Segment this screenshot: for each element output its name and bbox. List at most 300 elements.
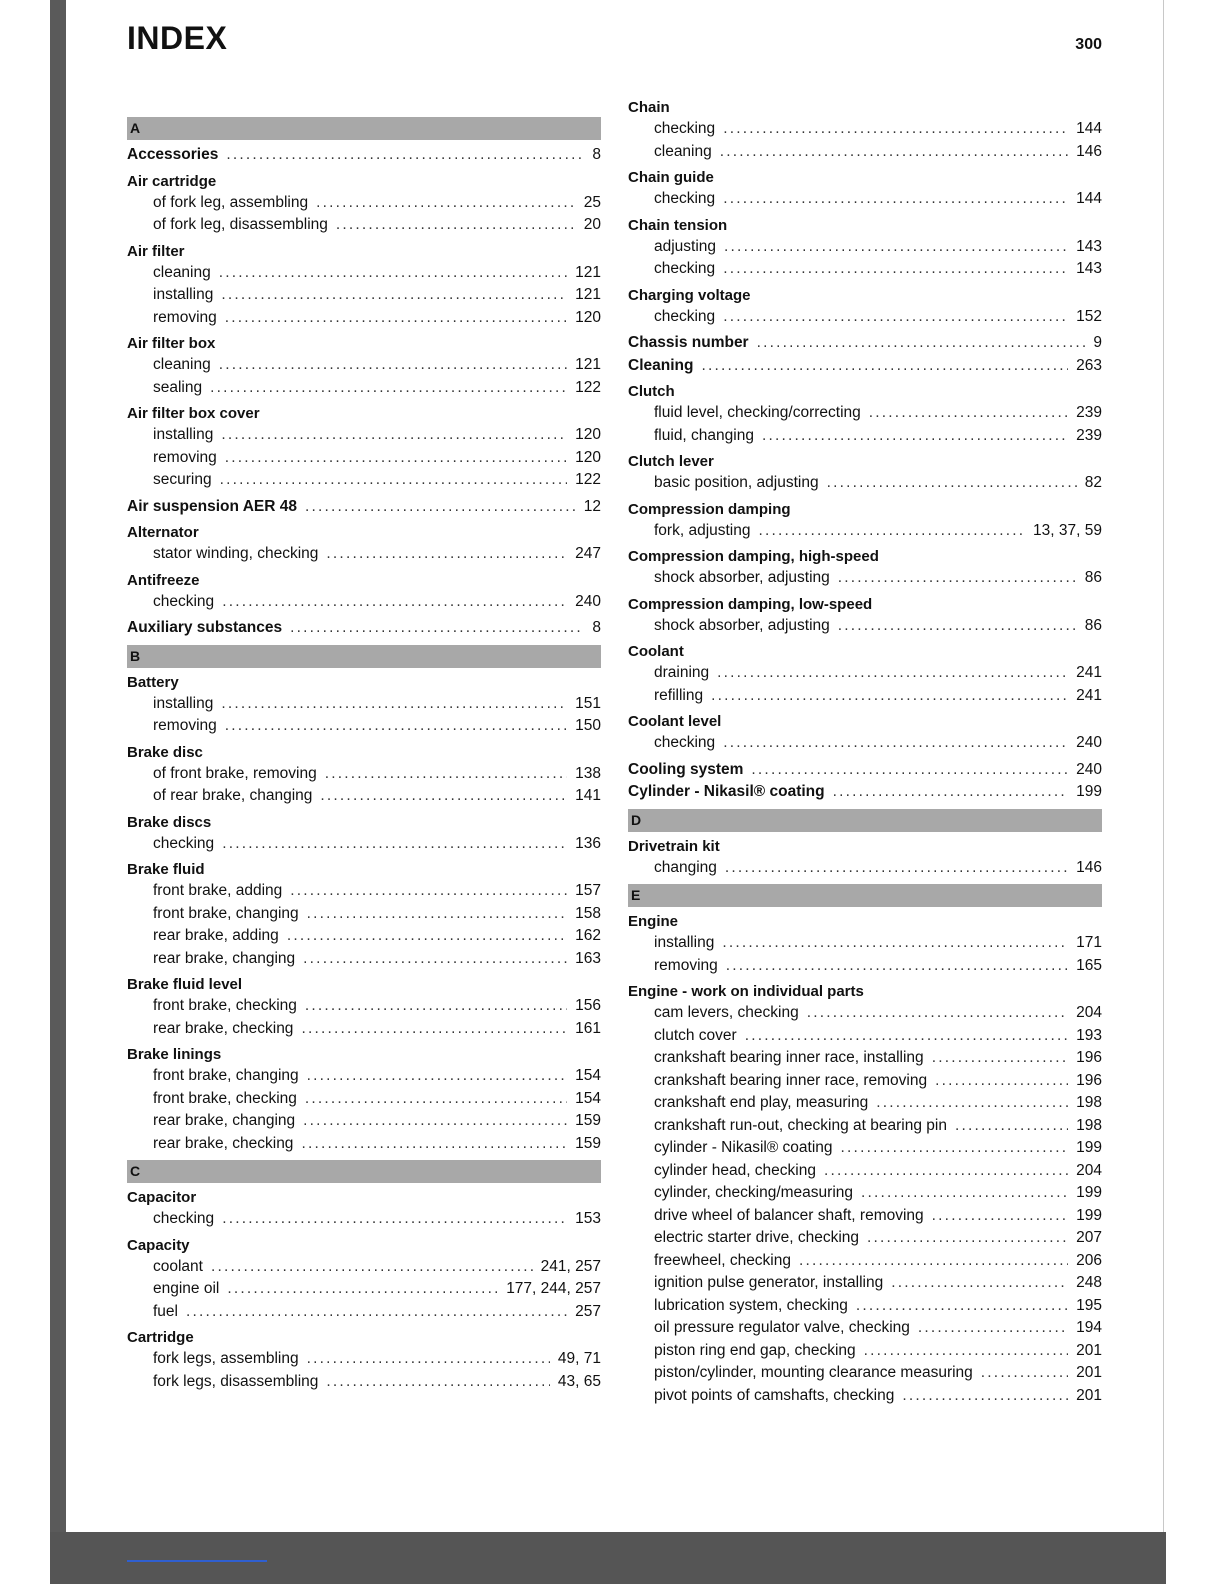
sub-entry-row[interactable] bbox=[628, 1205, 1102, 1228]
index-entry bbox=[628, 759, 1102, 782]
leader-dots bbox=[221, 284, 567, 306]
sub-entry-row[interactable] bbox=[127, 1088, 601, 1111]
entry-heading: Compression damping, high-speed bbox=[628, 548, 879, 565]
leader-dots bbox=[227, 1278, 498, 1300]
page-reference[interactable]: 138 bbox=[575, 764, 601, 782]
sub-entry-row[interactable] bbox=[127, 948, 601, 971]
sub-entry-row[interactable] bbox=[127, 284, 601, 307]
page-reference[interactable]: 198 bbox=[1076, 1116, 1102, 1134]
leader-dots bbox=[290, 880, 567, 902]
page-reference[interactable]: 201 bbox=[1076, 1341, 1102, 1359]
page-reference[interactable]: 8 bbox=[592, 619, 601, 636]
index-entry bbox=[628, 594, 1102, 638]
sub-entry-text: fork, adjusting bbox=[654, 521, 751, 539]
page-reference[interactable]: 146 bbox=[1076, 142, 1102, 160]
sub-entry-row[interactable] bbox=[628, 732, 1102, 755]
index-column-left bbox=[127, 112, 601, 1393]
entry-heading: Compression damping, low-speed bbox=[628, 595, 873, 613]
leader-dots bbox=[717, 662, 1068, 684]
entry-heading: Coolant bbox=[628, 643, 684, 660]
sub-entry-text: draining bbox=[654, 664, 710, 681]
leader-dots bbox=[316, 192, 576, 214]
sub-entry-row[interactable] bbox=[127, 763, 601, 786]
entry-heading: Chain tension bbox=[628, 216, 728, 234]
sub-entry-text: checking bbox=[153, 592, 215, 610]
leader-dots bbox=[833, 781, 1069, 803]
page-reference[interactable]: 171 bbox=[1076, 934, 1102, 951]
sub-entry-text: front brake, changing bbox=[153, 904, 299, 922]
leader-dots bbox=[751, 759, 1068, 781]
page-reference[interactable]: 247 bbox=[575, 545, 601, 562]
sub-entry-text: fluid level, checking/correcting bbox=[654, 404, 861, 421]
page-reference[interactable]: 241 bbox=[1076, 686, 1102, 704]
sub-entry-row[interactable] bbox=[127, 447, 601, 470]
entry-heading: Brake fluid bbox=[127, 861, 205, 878]
page-reference[interactable]: 248 bbox=[1076, 1274, 1102, 1291]
leader-dots bbox=[861, 1182, 1068, 1204]
page-reference[interactable]: 49, 71 bbox=[557, 1350, 601, 1367]
sub-entry-text: piston/cylinder, mounting clearance measuring bbox=[654, 1364, 973, 1381]
page-reference[interactable]: 165 bbox=[1076, 956, 1102, 974]
page-reference[interactable]: 196 bbox=[1076, 1049, 1102, 1066]
entry-heading: Capacitor bbox=[127, 1189, 197, 1206]
leader-dots bbox=[301, 1018, 567, 1040]
sub-entry-text: fork legs, assembling bbox=[153, 1350, 299, 1367]
leader-dots bbox=[290, 617, 584, 639]
sub-entry-text: front brake, adding bbox=[153, 882, 283, 899]
sub-entry-text: engine oil bbox=[153, 1280, 220, 1297]
page-reference[interactable]: 121 bbox=[575, 286, 601, 303]
sub-entry-row[interactable] bbox=[127, 354, 601, 377]
page-reference[interactable]: 159 bbox=[575, 1134, 601, 1152]
page-reference[interactable]: 201 bbox=[1076, 1364, 1102, 1381]
sub-entry-row[interactable] bbox=[628, 188, 1102, 211]
sub-entry-row[interactable] bbox=[127, 1371, 601, 1394]
leader-dots bbox=[723, 188, 1068, 210]
sub-entry-text: checking bbox=[654, 120, 716, 137]
sub-entry-row[interactable] bbox=[127, 307, 601, 330]
section-letter-e: E bbox=[628, 884, 1102, 907]
leader-dots bbox=[726, 955, 1068, 977]
leader-dots bbox=[722, 932, 1068, 954]
sub-entry-text: coolant bbox=[153, 1257, 203, 1275]
page-reference[interactable]: 141 bbox=[575, 787, 601, 804]
index-entry bbox=[127, 859, 601, 970]
page-reference[interactable]: 122 bbox=[575, 378, 601, 396]
page-reference[interactable]: 151 bbox=[575, 694, 601, 712]
sub-entry-row[interactable] bbox=[628, 306, 1102, 329]
page-reference[interactable]: 146 bbox=[1076, 858, 1102, 876]
page-reference[interactable]: 153 bbox=[575, 1210, 601, 1227]
sub-entry-row[interactable] bbox=[628, 402, 1102, 425]
sub-entry-row[interactable] bbox=[127, 377, 601, 400]
entry-heading: Air filter bbox=[127, 242, 185, 260]
leader-dots bbox=[307, 903, 568, 925]
page-reference[interactable]: 143 bbox=[1076, 260, 1102, 277]
index-entry bbox=[127, 496, 601, 519]
sub-entry-text: of fork leg, disassembling bbox=[153, 216, 328, 233]
page-reference[interactable]: 195 bbox=[1076, 1296, 1102, 1314]
sub-entry-row[interactable] bbox=[127, 1301, 601, 1324]
sub-entry-row[interactable] bbox=[127, 833, 601, 856]
leader-dots bbox=[225, 715, 567, 737]
leader-dots bbox=[838, 615, 1077, 637]
sub-entry-text: crankshaft run-out, checking at bearing pin bbox=[654, 1116, 947, 1134]
sub-entry-text: shock absorber, adjusting bbox=[654, 616, 830, 634]
sub-entry-row[interactable] bbox=[628, 1025, 1102, 1048]
sub-entry-row[interactable] bbox=[127, 1256, 601, 1279]
sub-entry-row[interactable] bbox=[628, 236, 1102, 259]
index-entry bbox=[628, 451, 1102, 495]
entry-heading: Chain guide bbox=[628, 169, 714, 186]
index-column-right bbox=[628, 93, 1102, 1407]
bottom-link-underline[interactable] bbox=[127, 1560, 267, 1562]
page-reference[interactable]: 207 bbox=[1076, 1229, 1102, 1246]
sub-entry-row[interactable] bbox=[628, 425, 1102, 448]
index-entry bbox=[127, 1187, 601, 1231]
page-reference[interactable]: 154 bbox=[575, 1067, 601, 1084]
page-reference[interactable]: 240 bbox=[1076, 760, 1102, 778]
index-entry bbox=[127, 812, 601, 856]
index-entry-row[interactable] bbox=[127, 617, 601, 640]
sub-entry-text: removing bbox=[153, 308, 217, 326]
page-reference[interactable]: 206 bbox=[1076, 1251, 1102, 1269]
sub-entry-row[interactable] bbox=[127, 903, 601, 926]
page-reference[interactable]: 199 bbox=[1076, 1206, 1102, 1224]
page-reference[interactable]: 193 bbox=[1076, 1026, 1102, 1044]
leader-dots bbox=[757, 332, 1086, 354]
page-reference[interactable]: 156 bbox=[575, 997, 601, 1014]
leader-dots bbox=[305, 1088, 567, 1110]
entry-heading: Chassis number bbox=[628, 334, 749, 351]
sub-entry-row[interactable] bbox=[628, 141, 1102, 164]
page-reference[interactable]: 9 bbox=[1093, 334, 1102, 351]
leader-dots bbox=[725, 857, 1068, 879]
page-reference[interactable]: 144 bbox=[1076, 120, 1102, 137]
page-title: INDEX bbox=[127, 20, 228, 56]
entry-heading: Alternator bbox=[127, 524, 199, 541]
sub-entry-row[interactable] bbox=[628, 1002, 1102, 1025]
page-reference[interactable]: 199 bbox=[1076, 783, 1102, 800]
sub-entry-text: drive wheel of balancer shaft, removing bbox=[654, 1206, 924, 1224]
page-reference[interactable]: 157 bbox=[575, 882, 601, 899]
sub-entry-row[interactable] bbox=[628, 567, 1102, 590]
leader-dots bbox=[326, 543, 567, 565]
leader-dots bbox=[320, 785, 567, 807]
leader-dots bbox=[762, 425, 1068, 447]
sub-entry-row[interactable] bbox=[628, 1340, 1102, 1363]
leader-dots bbox=[305, 995, 567, 1017]
page-number: 300 bbox=[1075, 36, 1102, 53]
sub-entry-text: refilling bbox=[654, 686, 704, 704]
leader-dots bbox=[219, 262, 567, 284]
sub-entry-row[interactable] bbox=[127, 925, 601, 948]
index-entry-row[interactable] bbox=[628, 781, 1102, 804]
leader-dots bbox=[336, 214, 576, 236]
index-entry bbox=[127, 570, 601, 614]
sub-entry-text: cam levers, checking bbox=[654, 1004, 799, 1021]
index-entry bbox=[127, 171, 601, 237]
sub-entry-text: installing bbox=[153, 694, 214, 712]
sub-entry-row[interactable] bbox=[628, 1160, 1102, 1183]
page-reference[interactable]: 158 bbox=[575, 904, 601, 922]
page-reference[interactable]: 241, 257 bbox=[540, 1257, 601, 1275]
page-reference[interactable]: 12 bbox=[583, 497, 601, 515]
page-reference[interactable]: 25 bbox=[583, 193, 601, 211]
sub-entry-row[interactable] bbox=[127, 469, 601, 492]
sub-entry-row[interactable] bbox=[628, 1317, 1102, 1340]
sub-entry-row[interactable] bbox=[628, 1250, 1102, 1273]
sub-entry-row[interactable] bbox=[127, 1278, 601, 1301]
leader-dots bbox=[326, 1371, 549, 1393]
index-entry bbox=[127, 672, 601, 738]
leader-dots bbox=[759, 520, 1026, 542]
sub-entry-row[interactable] bbox=[127, 543, 601, 566]
leader-dots bbox=[225, 447, 567, 469]
page-reference[interactable]: 198 bbox=[1076, 1094, 1102, 1111]
sub-entry-text: checking bbox=[153, 834, 215, 852]
page-reference[interactable]: 239 bbox=[1076, 404, 1102, 421]
sub-entry-row[interactable] bbox=[127, 880, 601, 903]
sub-entry-row[interactable] bbox=[628, 955, 1102, 978]
entry-heading: Engine bbox=[628, 913, 679, 930]
index-entry-row[interactable] bbox=[628, 332, 1102, 355]
page-reference[interactable]: 161 bbox=[575, 1019, 601, 1037]
sub-entry-text: checking bbox=[654, 190, 716, 207]
sub-entry-row[interactable] bbox=[628, 1047, 1102, 1070]
sub-entry-row[interactable] bbox=[628, 1227, 1102, 1250]
page-reference[interactable]: 120 bbox=[575, 426, 601, 443]
section-letter-b: B bbox=[127, 645, 601, 668]
section-letter-d: D bbox=[628, 809, 1102, 832]
page-reference[interactable]: 177, 244, 257 bbox=[506, 1280, 601, 1297]
page-reference[interactable]: 82 bbox=[1084, 474, 1102, 491]
sub-entry-row[interactable] bbox=[628, 1092, 1102, 1115]
sub-entry-row[interactable] bbox=[127, 995, 601, 1018]
leader-dots bbox=[856, 1295, 1068, 1317]
leader-dots bbox=[799, 1250, 1068, 1272]
index-entry bbox=[628, 285, 1102, 329]
leader-dots bbox=[935, 1070, 1068, 1092]
page-reference[interactable]: 240 bbox=[575, 592, 601, 610]
sub-entry-row[interactable] bbox=[628, 1272, 1102, 1295]
entry-heading: Cartridge bbox=[127, 1329, 194, 1346]
page-reference[interactable]: 86 bbox=[1084, 616, 1102, 634]
leader-dots bbox=[210, 377, 567, 399]
viewer-frame-bottom bbox=[50, 1532, 1166, 1584]
sub-entry-text: rear brake, changing bbox=[153, 949, 296, 967]
entry-heading: Cooling system bbox=[628, 760, 744, 778]
leader-dots bbox=[869, 402, 1068, 424]
entry-heading: Brake fluid level bbox=[127, 976, 243, 993]
sub-entry-row[interactable] bbox=[628, 1115, 1102, 1138]
page-reference[interactable]: 121 bbox=[575, 263, 601, 281]
page-reference[interactable]: 263 bbox=[1076, 356, 1102, 374]
page-reference[interactable]: 122 bbox=[575, 471, 601, 488]
leader-dots bbox=[824, 1160, 1068, 1182]
page-reference[interactable]: 150 bbox=[575, 717, 601, 734]
leader-dots bbox=[723, 732, 1068, 754]
sub-entry-text: clutch cover bbox=[654, 1026, 737, 1044]
sub-entry-row[interactable] bbox=[628, 662, 1102, 685]
leader-dots bbox=[303, 1110, 567, 1132]
sub-entry-row[interactable] bbox=[628, 1362, 1102, 1385]
page-reference[interactable]: 204 bbox=[1076, 1161, 1102, 1179]
leader-dots bbox=[867, 1227, 1068, 1249]
index-entry bbox=[127, 144, 601, 167]
leader-dots bbox=[222, 1208, 567, 1230]
sub-entry-text: crankshaft bearing inner race, removing bbox=[654, 1071, 928, 1089]
sub-entry-row[interactable] bbox=[628, 1295, 1102, 1318]
entry-heading: Chain bbox=[628, 99, 670, 116]
page-edge-right bbox=[1163, 0, 1164, 1532]
sub-entry-row[interactable] bbox=[628, 857, 1102, 880]
page-reference[interactable]: 143 bbox=[1076, 237, 1102, 255]
sub-entry-row[interactable] bbox=[628, 685, 1102, 708]
page-reference[interactable]: 152 bbox=[1076, 307, 1102, 325]
page-reference[interactable]: 20 bbox=[583, 216, 601, 233]
sub-entry-text: rear brake, checking bbox=[153, 1019, 294, 1037]
leader-dots bbox=[932, 1205, 1068, 1227]
sub-entry-text: ignition pulse generator, installing bbox=[654, 1274, 884, 1291]
sub-entry-text: checking bbox=[654, 260, 716, 277]
sub-entry-text: pivot points of camshafts, checking bbox=[654, 1386, 895, 1404]
entry-heading: Cleaning bbox=[628, 356, 694, 374]
sub-entry-row[interactable] bbox=[127, 192, 601, 215]
sub-entry-row[interactable] bbox=[127, 591, 601, 614]
leader-dots bbox=[701, 355, 1068, 377]
sub-entry-text: installing bbox=[654, 934, 715, 951]
page-reference[interactable]: 239 bbox=[1076, 426, 1102, 444]
page-reference[interactable]: 121 bbox=[575, 356, 601, 373]
sub-entry-row[interactable] bbox=[127, 214, 601, 237]
sub-entry-text: of front brake, removing bbox=[153, 764, 317, 782]
sub-entry-text: checking bbox=[654, 734, 716, 751]
sub-entry-row[interactable] bbox=[127, 1208, 601, 1231]
page-reference[interactable]: 86 bbox=[1084, 569, 1102, 586]
sub-entry-row[interactable] bbox=[127, 1133, 601, 1156]
index-entry bbox=[628, 836, 1102, 880]
index-entry bbox=[127, 1235, 601, 1324]
section-letter-a: A bbox=[127, 117, 601, 140]
sub-entry-text: stator winding, checking bbox=[153, 545, 319, 562]
sub-entry-row[interactable] bbox=[628, 1070, 1102, 1093]
page-reference[interactable]: 163 bbox=[575, 949, 601, 967]
leader-dots bbox=[221, 424, 567, 446]
sub-entry-row[interactable] bbox=[628, 520, 1102, 543]
leader-dots bbox=[876, 1092, 1068, 1114]
sub-entry-text: removing bbox=[654, 956, 718, 974]
leader-dots bbox=[222, 833, 567, 855]
sub-entry-row[interactable] bbox=[628, 258, 1102, 281]
page-reference[interactable]: 240 bbox=[1076, 734, 1102, 751]
sub-entry-row[interactable] bbox=[127, 693, 601, 716]
sub-entry-text: rear brake, adding bbox=[153, 927, 279, 944]
page-reference[interactable]: 13, 37, 59 bbox=[1033, 521, 1102, 539]
leader-dots bbox=[325, 763, 567, 785]
sub-entry-row[interactable] bbox=[628, 1385, 1102, 1408]
entry-heading: Antifreeze bbox=[127, 571, 200, 589]
page-reference[interactable]: 136 bbox=[575, 834, 601, 852]
leader-dots bbox=[711, 685, 1068, 707]
sub-entry-text: changing bbox=[654, 858, 717, 876]
sub-entry-row[interactable] bbox=[127, 1018, 601, 1041]
leader-dots bbox=[303, 948, 567, 970]
index-entry bbox=[628, 97, 1102, 163]
page-reference[interactable]: 120 bbox=[575, 308, 601, 326]
leader-dots bbox=[723, 258, 1068, 280]
sub-entry-text: checking bbox=[153, 1210, 215, 1227]
page-reference[interactable]: 199 bbox=[1076, 1184, 1102, 1201]
page-reference[interactable]: 199 bbox=[1076, 1139, 1102, 1156]
leader-dots bbox=[932, 1047, 1068, 1069]
sub-entry-row[interactable] bbox=[628, 472, 1102, 495]
page-reference[interactable]: 194 bbox=[1076, 1319, 1102, 1336]
sub-entry-row[interactable] bbox=[628, 615, 1102, 638]
page-reference[interactable]: 204 bbox=[1076, 1004, 1102, 1021]
leader-dots bbox=[864, 1340, 1068, 1362]
sub-entry-text: rear brake, checking bbox=[153, 1134, 294, 1152]
sub-entry-row[interactable] bbox=[127, 424, 601, 447]
index-entry-row[interactable] bbox=[628, 355, 1102, 378]
page-reference[interactable]: 8 bbox=[592, 146, 601, 163]
sub-entry-row[interactable] bbox=[127, 1065, 601, 1088]
page-reference[interactable]: 162 bbox=[575, 927, 601, 944]
index-entry-row[interactable] bbox=[127, 144, 601, 167]
sub-entry-row[interactable] bbox=[127, 1348, 601, 1371]
index-entry-row[interactable] bbox=[628, 759, 1102, 782]
page-reference[interactable]: 43, 65 bbox=[557, 1372, 601, 1390]
page-reference[interactable]: 154 bbox=[575, 1089, 601, 1107]
leader-dots bbox=[220, 469, 568, 491]
sub-entry-text: cleaning bbox=[153, 356, 211, 373]
sub-entry-text: of rear brake, changing bbox=[153, 787, 313, 804]
index-entry bbox=[127, 403, 601, 492]
page-reference[interactable]: 201 bbox=[1076, 1386, 1102, 1404]
sub-entry-row[interactable] bbox=[628, 1137, 1102, 1160]
leader-dots bbox=[219, 354, 567, 376]
sub-entry-row[interactable] bbox=[127, 715, 601, 738]
sub-entry-text: oil pressure regulator valve, checking bbox=[654, 1319, 910, 1336]
page-reference[interactable]: 159 bbox=[575, 1112, 601, 1129]
page-reference[interactable]: 120 bbox=[575, 448, 601, 466]
index-entry bbox=[628, 499, 1102, 543]
page-reference[interactable]: 241 bbox=[1076, 664, 1102, 681]
leader-dots bbox=[287, 925, 567, 947]
page-reference[interactable]: 144 bbox=[1076, 190, 1102, 207]
sub-entry-row[interactable] bbox=[127, 1110, 601, 1133]
entry-heading: Drivetrain kit bbox=[628, 837, 720, 855]
section-letter-c: C bbox=[127, 1160, 601, 1183]
entry-heading: Accessories bbox=[127, 146, 219, 163]
sub-entry-row[interactable] bbox=[628, 118, 1102, 141]
page-reference[interactable]: 257 bbox=[575, 1302, 601, 1320]
sub-entry-text: freewheel, checking bbox=[654, 1251, 791, 1269]
sub-entry-text: rear brake, changing bbox=[153, 1112, 296, 1129]
index-entry bbox=[127, 617, 601, 640]
sub-entry-row[interactable] bbox=[127, 262, 601, 285]
entry-heading: Brake disc bbox=[127, 743, 203, 761]
index-entry bbox=[127, 241, 601, 330]
sub-entry-row[interactable] bbox=[628, 932, 1102, 955]
sub-entry-row[interactable] bbox=[127, 785, 601, 808]
page-reference[interactable]: 196 bbox=[1076, 1071, 1102, 1089]
sub-entry-text: of fork leg, assembling bbox=[153, 193, 309, 211]
leader-dots bbox=[724, 236, 1068, 258]
index-entry bbox=[628, 641, 1102, 707]
sub-entry-row[interactable] bbox=[628, 1182, 1102, 1205]
index-entry-row[interactable] bbox=[127, 496, 601, 519]
